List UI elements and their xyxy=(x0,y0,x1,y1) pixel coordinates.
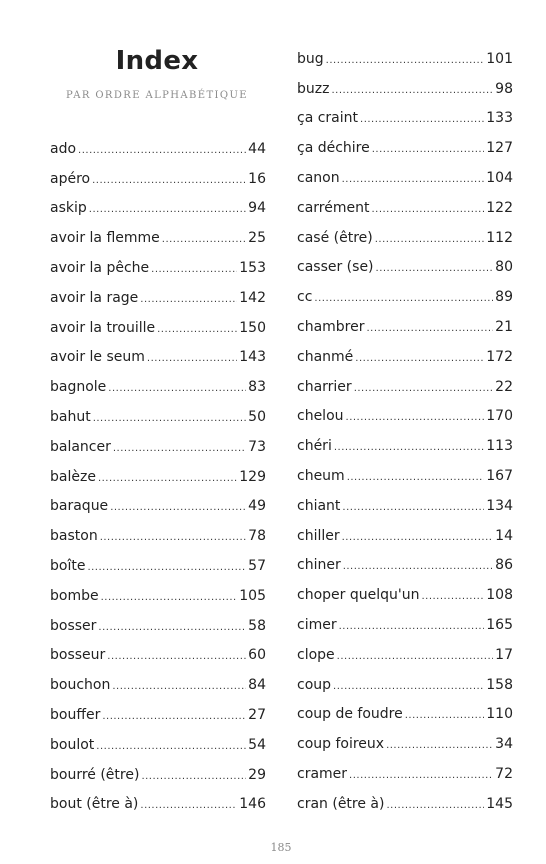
index-page-number: 84 xyxy=(248,677,266,694)
dot-leader xyxy=(102,708,246,722)
index-term: cran (être à) xyxy=(297,795,385,812)
index-term: cimer xyxy=(297,617,337,634)
dot-leader xyxy=(354,380,493,394)
index-entry xyxy=(50,521,266,551)
index-page-number: 142 xyxy=(239,289,266,306)
index-term: coup foireux xyxy=(297,736,385,753)
index-entry xyxy=(50,402,266,432)
index-page-number: 57 xyxy=(248,558,266,575)
dot-leader xyxy=(367,320,494,334)
index-entry xyxy=(297,163,513,193)
index-entry xyxy=(297,670,513,700)
index-entry xyxy=(50,700,266,730)
dot-leader xyxy=(92,172,246,186)
index-page-number: 80 xyxy=(495,259,513,276)
index-entry xyxy=(50,343,266,373)
index-term: askip xyxy=(50,200,87,217)
index-page-number: 113 xyxy=(486,438,513,455)
index-entry xyxy=(297,44,513,74)
index-entry xyxy=(50,641,266,671)
dot-leader xyxy=(93,410,246,424)
index-page-number: 83 xyxy=(248,379,266,396)
index-entry xyxy=(297,729,513,759)
index-term: clope xyxy=(297,646,335,663)
index-term: choper quelqu'un xyxy=(297,587,420,604)
dot-leader xyxy=(360,111,484,125)
index-page-number: 73 xyxy=(248,438,266,455)
index-page-number: 72 xyxy=(495,766,513,783)
index-term: canon xyxy=(297,170,340,187)
index-page-number: 29 xyxy=(248,766,266,783)
index-page-number: 89 xyxy=(495,289,513,306)
index-entry xyxy=(50,164,266,194)
dot-leader xyxy=(87,559,246,573)
index-entry xyxy=(50,611,266,641)
index-page-number: 78 xyxy=(248,528,266,545)
index-entry xyxy=(297,491,513,521)
index-entry xyxy=(50,581,266,611)
index-page-number: 54 xyxy=(248,736,266,753)
index-term: bug xyxy=(297,50,324,67)
index-page-number: 167 xyxy=(486,468,513,485)
index-entry xyxy=(297,431,513,461)
index-term: bouffer xyxy=(50,707,101,724)
index-term: casser (se) xyxy=(297,259,374,276)
dot-leader xyxy=(140,797,237,811)
index-page-number: 108 xyxy=(486,587,513,604)
index-page-number: 112 xyxy=(486,229,513,246)
index-term: ado xyxy=(50,140,77,157)
index-entry xyxy=(297,282,513,312)
index-entry xyxy=(297,312,513,342)
index-term: ça déchire xyxy=(297,140,370,157)
index-term: bosser xyxy=(50,617,97,634)
dot-leader xyxy=(355,350,484,364)
dot-leader xyxy=(405,707,485,721)
index-page-number: 145 xyxy=(486,795,513,812)
index-entry xyxy=(50,790,266,820)
dot-leader xyxy=(342,529,494,543)
index-term: casé (être) xyxy=(297,229,373,246)
index-entry xyxy=(50,283,266,313)
index-term: chanmé xyxy=(297,348,354,365)
index-page-number: 44 xyxy=(248,140,266,157)
index-page-number: 21 xyxy=(495,319,513,336)
index-page-number: 143 xyxy=(239,349,266,366)
page-subtitle: PAR ORDRE ALPHABÉTIQUE xyxy=(65,90,249,101)
index-term: chiner xyxy=(297,557,341,574)
index-term: avoir la rage xyxy=(50,289,139,306)
dot-leader xyxy=(89,201,246,215)
index-page-number: 170 xyxy=(486,408,513,425)
dot-leader xyxy=(375,231,485,245)
index-page-number: 105 xyxy=(239,587,266,604)
index-entry xyxy=(297,104,513,134)
index-entry xyxy=(50,253,266,283)
index-page-number: 158 xyxy=(486,676,513,693)
dot-leader xyxy=(107,648,246,662)
index-page-number: 17 xyxy=(495,646,513,663)
index-term: avoir la flemme xyxy=(50,230,160,247)
index-entry xyxy=(50,492,266,522)
dot-leader xyxy=(334,439,484,453)
index-term: cc xyxy=(297,289,313,306)
index-page-number: 133 xyxy=(486,110,513,127)
index-term: bosseur xyxy=(50,647,106,664)
index-term: balèze xyxy=(50,468,96,485)
dot-leader xyxy=(140,291,237,305)
index-page-number: 25 xyxy=(248,230,266,247)
dot-leader xyxy=(162,231,246,245)
index-term: buzz xyxy=(297,80,330,97)
index-term: bagnole xyxy=(50,379,107,396)
page-number: 185 xyxy=(270,841,292,854)
index-page-number: 34 xyxy=(495,736,513,753)
index-term: cramer xyxy=(297,766,348,783)
index-page-number: 110 xyxy=(486,706,513,723)
index-term: bourré (être) xyxy=(50,766,140,783)
index-entry xyxy=(297,580,513,610)
index-entry xyxy=(297,342,513,372)
index-entry xyxy=(297,253,513,283)
index-term: baston xyxy=(50,528,98,545)
index-entry xyxy=(297,461,513,491)
dot-leader xyxy=(96,738,246,752)
index-page-number: 50 xyxy=(248,409,266,426)
index-page-number: 49 xyxy=(248,498,266,515)
index-term: avoir la trouille xyxy=(50,319,156,336)
index-page-number: 94 xyxy=(248,200,266,217)
index-term: coup de foudre xyxy=(297,706,403,723)
page-title: Index xyxy=(115,46,199,76)
index-term: cheum xyxy=(297,468,345,485)
index-term: boulot xyxy=(50,736,95,753)
dot-leader xyxy=(386,737,493,751)
dot-leader xyxy=(333,678,484,692)
index-term: bahut xyxy=(50,409,91,426)
index-entry xyxy=(50,223,266,253)
index-entry xyxy=(297,551,513,581)
index-page-number: 127 xyxy=(486,140,513,157)
dot-leader xyxy=(112,678,246,692)
index-entry xyxy=(50,551,266,581)
index-entry xyxy=(50,670,266,700)
index-entry xyxy=(50,313,266,343)
dot-leader xyxy=(386,797,484,811)
index-column-left xyxy=(50,134,266,819)
index-entry xyxy=(50,462,266,492)
index-term: chelou xyxy=(297,408,344,425)
index-entry xyxy=(297,74,513,104)
index-page-number: 153 xyxy=(239,260,266,277)
index-term: avoir le seum xyxy=(50,349,145,366)
index-page-number: 22 xyxy=(495,378,513,395)
index-page-number: 172 xyxy=(486,348,513,365)
index-entry xyxy=(50,432,266,462)
dot-leader xyxy=(113,440,246,454)
index-page-number: 150 xyxy=(239,319,266,336)
dot-leader xyxy=(147,350,237,364)
index-page-number: 58 xyxy=(248,617,266,634)
index-term: carrément xyxy=(297,199,370,216)
index-entry xyxy=(297,610,513,640)
index-entry xyxy=(297,789,513,819)
dot-leader xyxy=(98,470,237,484)
dot-leader xyxy=(141,768,246,782)
index-entry xyxy=(50,730,266,760)
dot-leader xyxy=(339,618,485,632)
dot-leader xyxy=(78,142,246,156)
dot-leader xyxy=(326,52,485,66)
index-term: coup xyxy=(297,676,332,693)
index-entry xyxy=(297,372,513,402)
index-page-number: 129 xyxy=(239,468,266,485)
index-entry xyxy=(297,133,513,163)
index-page-number: 146 xyxy=(239,796,266,813)
index-term: chéri xyxy=(297,438,332,455)
dot-leader xyxy=(98,619,246,633)
dot-leader xyxy=(349,767,493,781)
index-page-number: 27 xyxy=(248,707,266,724)
index-term: ça craint xyxy=(297,110,359,127)
dot-leader xyxy=(157,321,237,335)
dot-leader xyxy=(421,588,484,602)
index-page-number: 16 xyxy=(248,170,266,187)
index-term: charrier xyxy=(297,378,352,395)
index-page-number: 104 xyxy=(486,170,513,187)
index-column-right xyxy=(297,44,513,819)
dot-leader xyxy=(346,409,485,423)
index-page-number: 14 xyxy=(495,527,513,544)
dot-leader xyxy=(347,469,485,483)
index-term: baraque xyxy=(50,498,109,515)
index-term: chambrer xyxy=(297,319,365,336)
index-entry xyxy=(50,760,266,790)
index-page-number: 86 xyxy=(495,557,513,574)
dot-leader xyxy=(110,499,246,513)
dot-leader xyxy=(314,290,493,304)
dot-leader xyxy=(151,261,237,275)
index-term: apéro xyxy=(50,170,91,187)
dot-leader xyxy=(108,380,246,394)
index-entry xyxy=(297,402,513,432)
dot-leader xyxy=(331,82,493,96)
index-page-number: 122 xyxy=(486,199,513,216)
dot-leader xyxy=(101,589,238,603)
index-entry xyxy=(297,193,513,223)
index-entry xyxy=(50,194,266,224)
dot-leader xyxy=(337,648,494,662)
index-entry xyxy=(297,759,513,789)
index-page-number: 134 xyxy=(486,497,513,514)
index-entry xyxy=(50,372,266,402)
index-term: balancer xyxy=(50,438,111,455)
index-entry xyxy=(50,134,266,164)
dot-leader xyxy=(371,201,484,215)
dot-leader xyxy=(342,499,484,513)
index-page-number: 101 xyxy=(486,50,513,67)
index-term: bouchon xyxy=(50,677,111,694)
index-entry xyxy=(297,700,513,730)
dot-leader xyxy=(100,529,246,543)
index-page-number: 98 xyxy=(495,80,513,97)
index-term: chiller xyxy=(297,527,340,544)
index-term: chiant xyxy=(297,497,341,514)
index-entry xyxy=(297,640,513,670)
index-entry xyxy=(297,223,513,253)
index-term: bout (être à) xyxy=(50,796,139,813)
dot-leader xyxy=(342,171,485,185)
index-page-number: 165 xyxy=(486,617,513,634)
index-entry xyxy=(297,521,513,551)
index-page-number: 60 xyxy=(248,647,266,664)
dot-leader xyxy=(372,141,485,155)
index-term: avoir la pêche xyxy=(50,260,150,277)
dot-leader xyxy=(343,558,493,572)
index-term: bombe xyxy=(50,587,99,604)
dot-leader xyxy=(376,260,494,274)
index-term: boîte xyxy=(50,558,86,575)
